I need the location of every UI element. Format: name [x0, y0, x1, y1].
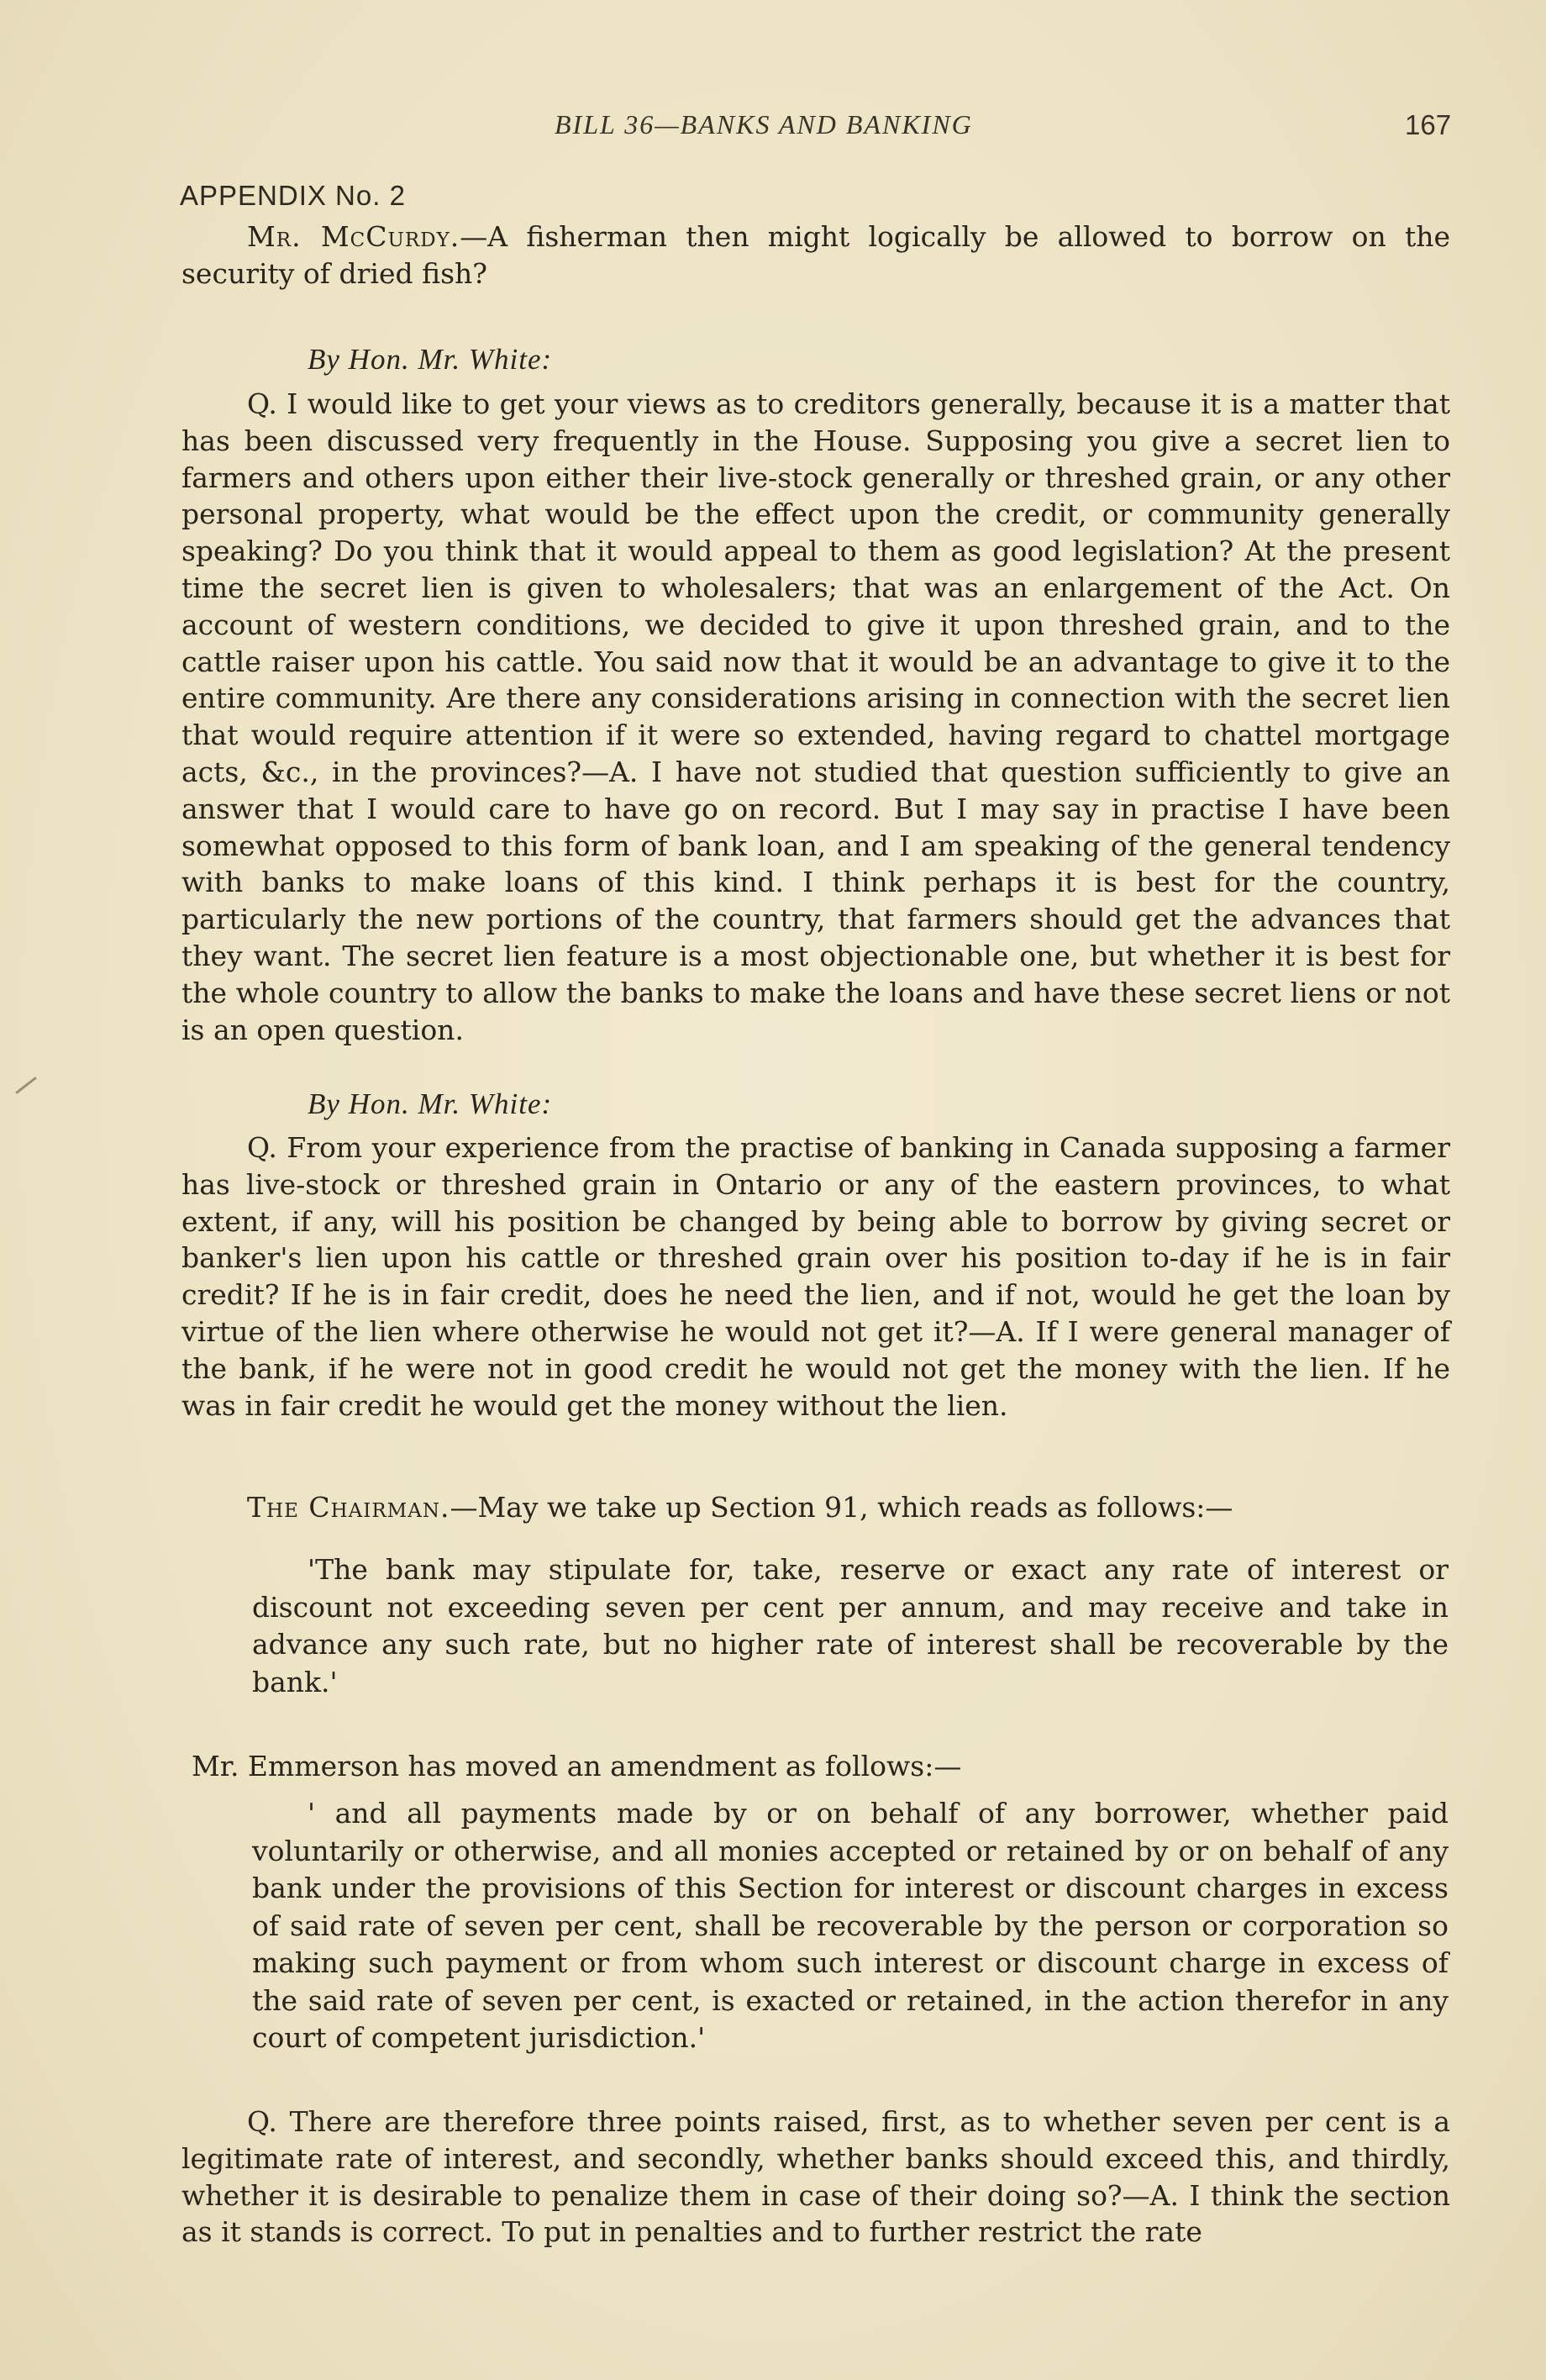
- paragraph-q2: Q. From your experience from the practise of banking in Canada supposing a farmer has live-stock or threshed grain in Ontario or any of the eastern provinces, to what extent, if any, will his position be changed by being able to borrow by giving secret or banker's lien upon his cattle or threshed grain over his position to-day if he is in fair credit? If he is in fair credit, does he need the lien, and if not, would he get the loan by virtue of the lien where otherwise he would not get it?—A. If I were general manager of the bank, if he were not in good credit he would not get the money with the lien. If he was in fair credit he would get the money without the lien.: [181, 1131, 1450, 1422]
- paragraph-text: —May we take up Section 91, which reads as follows:—: [450, 1491, 1233, 1524]
- page-number: 167: [1405, 109, 1452, 140]
- quoted-amendment: [252, 1795, 1449, 2057]
- quoted-section-91: [252, 1551, 1449, 1701]
- speaker-name: Mr. McCurdy.: [247, 220, 460, 253]
- paragraph-q1: Q. I would like to get your views as to creditors generally, because it is a matter that has been discussed very frequently in the House. Supposing you give a secret lien to farmers and others upon either their live-stock generally or threshed grain, or any other personal property, what would be the effect upon the credit, or community generally speaking? Do you think that it would appeal to them as good legislation? At the present time the secret lien is given to wholesalers; that was an enlargement of the Act. On account of western conditions, we decided to give it upon threshed grain, and to the cattle raiser upon his cattle. You said now that it would be an advantage to give it to the entire community. Are there any considerations arising in connection with the secret lien that would require attention if it were so extended, having regard to chattel mortgage acts, &c., in the provinces?—A. I have not studied that question sufficiently to give an answer that I would care to have go on record. But I may say in practise I have been somewhat opposed to this form of bank loan, and I am speaking of the general tendency with banks to make loans of this kind. I think perhaps it is best for the country, particularly the new portions of the country, that farmers should get the advances that they want. The secret lien feature is a most objectionable one, but whether it is best for the whole country to allow the banks to make the loans and have these secret liens or not is an open question.: [181, 387, 1450, 1046]
- quote-text: 'The bank may stipulate for, take, reserve or exact any rate of interest or discount not exceeding seven per cent per annum, and may receive and take in advance any such rate, but no higher rate of interest shall be recoverable by the bank.': [252, 1553, 1449, 1698]
- paragraph-emmerson: Mr. Emmerson has moved an amendment as follows:—: [192, 1750, 962, 1782]
- speaker-name: The Chairman.: [247, 1491, 450, 1524]
- margin-pencil-mark: [15, 1077, 36, 1094]
- running-header: BILL 36—BANKS AND BANKING: [555, 109, 973, 140]
- quote-text: ' and all payments made by or on behalf of any borrower, whether paid voluntarily or otherwise, and all monies accepted or retained by or on behalf of any bank under the provisions of this Section for interest or discount charges in excess of said rate of seven per cent, shall be recoverable by the person or corporation so making such payment or from whom such interest or discount charge in excess of the said rate of seven per cent, is exacted or retained, in the action therefor in any court of competent jurisdiction.': [252, 1797, 1449, 2054]
- section-heading: By Hon. Mr. White:: [308, 343, 553, 376]
- appendix-label: APPENDIX No. 2: [180, 180, 406, 211]
- paragraph-chairman: [181, 1489, 1450, 1526]
- paragraph-q3: Q. There are therefore three points raised, first, as to whether seven per cent is a legitimate rate of interest, and secondly, whether banks should exceed this, and thirdly, whether it is desirable to penalize them in case of their doing so?—A. I think the section as it stands is correct. To put in penalties and to further restrict the rate: [181, 2105, 1450, 2249]
- paragraph-mccurdy: [181, 219, 1450, 292]
- section-heading: By Hon. Mr. White:: [308, 1087, 553, 1120]
- paragraph-text: —A fisherman then might logically be allowed to borrow on the security of dried fish?: [181, 220, 1450, 290]
